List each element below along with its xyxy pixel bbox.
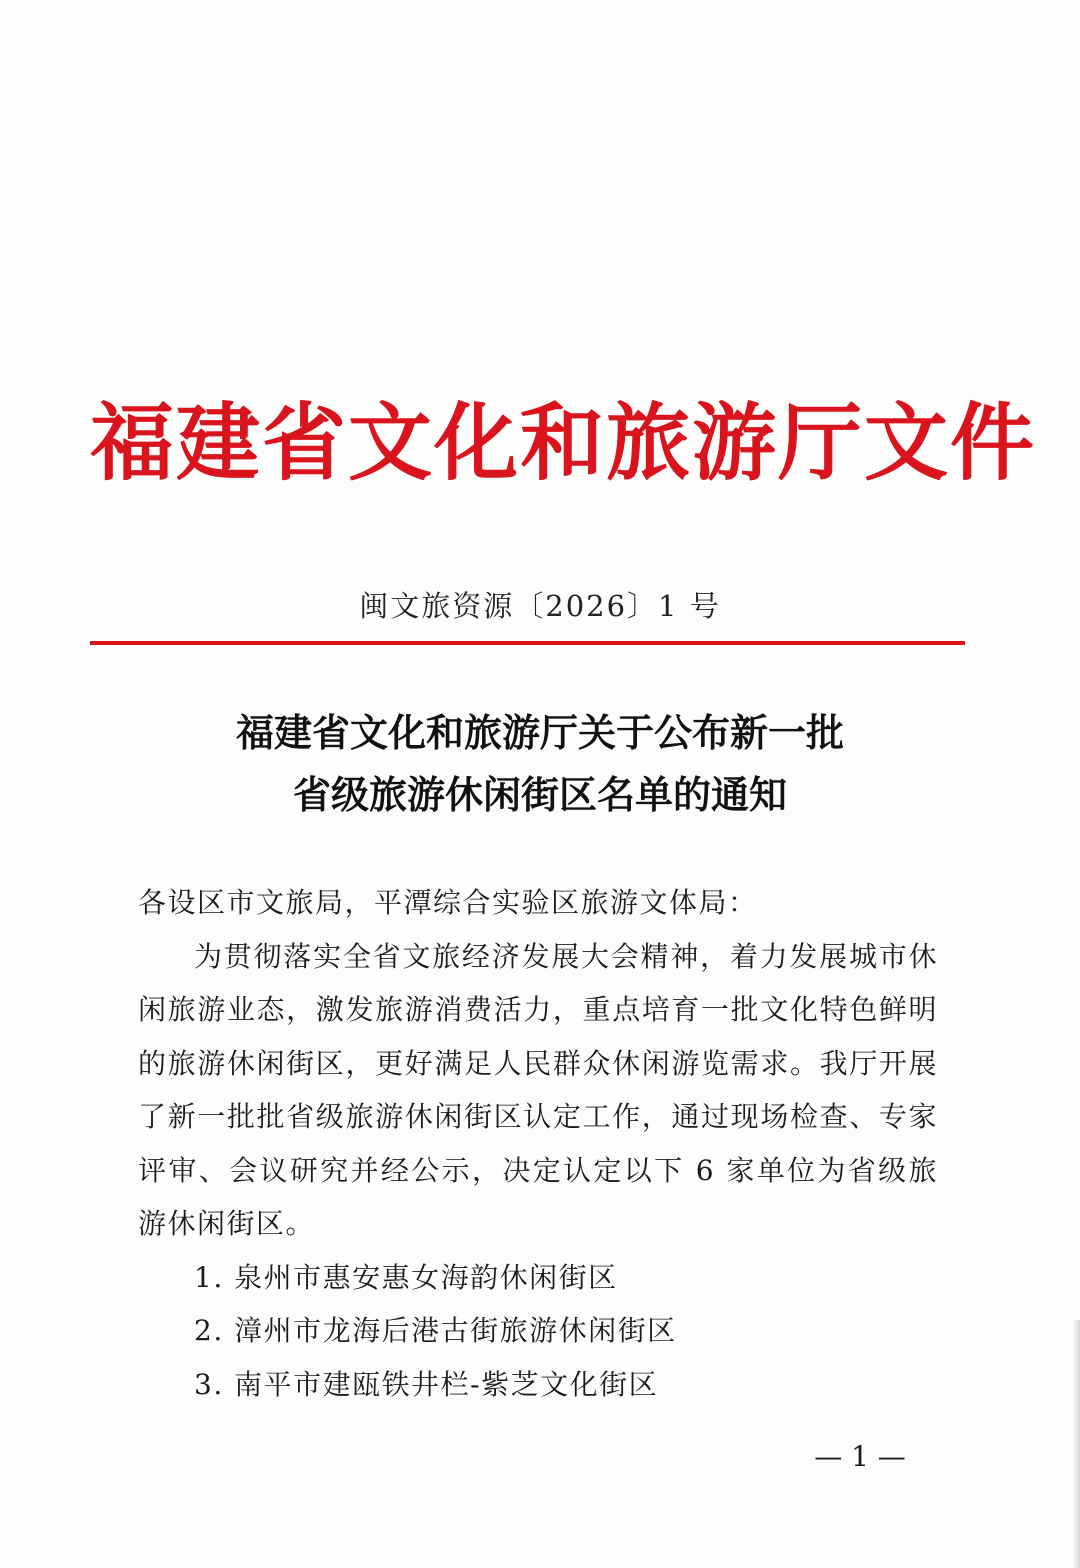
notice-title — [0, 702, 1080, 826]
list-item: 3. 南平市建瓯铁井栏-紫芝文化街区 — [194, 1367, 659, 1401]
page-number: — 1 — — [814, 1440, 906, 1473]
red-divider-line — [90, 641, 965, 645]
notice-body — [138, 876, 938, 1411]
list-item: 2. 漳州市龙海后港古街旅游休闲街区 — [194, 1314, 677, 1347]
list-item: 1. 泉州市惠安惠女海韵休闲街区 — [194, 1260, 618, 1294]
notice-title-line-2: 省级旅游休闲街区名单的通知 — [292, 773, 787, 817]
body-paragraph: 为贯彻落实全省文旅经济发展大会精神，着力发展城市休闲旅游业态，激发旅游消费活力，重点培育一批文化特色鲜明的旅游休闲街区，更好满足人民群众休闲游览需求。我厅开展了新一批批省级旅游休闲街区认定工作，通过现场检查、专家评审、会议研究并经公示，决定认定以下 6 家单位为省级旅游休闲街区。 — [138, 939, 938, 1240]
notice-title-line-1: 福建省文化和旅游厅关于公布新一批 — [235, 711, 844, 755]
salutation: 各设区市文旅局，平潭综合实验区旅游文体局： — [138, 886, 758, 919]
document-number: 闽文旅资源〔2026〕1 号 — [359, 589, 721, 623]
red-header-title: 福建省文化和旅游厅文件 — [90, 393, 1037, 492]
page-edge-shadow — [1074, 1320, 1080, 1568]
